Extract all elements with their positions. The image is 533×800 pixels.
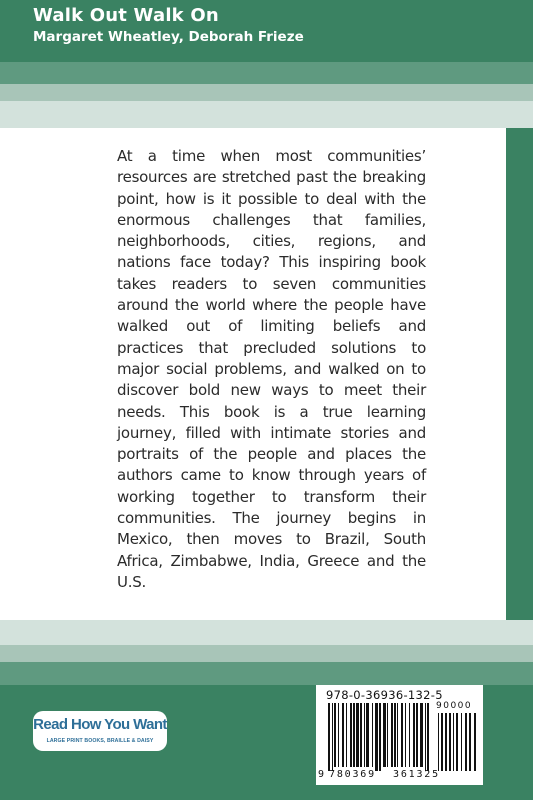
barcode-bar — [350, 703, 352, 767]
barcode-bar — [397, 703, 398, 767]
book-authors: Margaret Wheatley, Deborah Frieze — [33, 29, 304, 45]
stripe-bottom-1 — [0, 620, 533, 645]
barcode-bar — [342, 703, 344, 767]
barcode-bar — [391, 703, 393, 767]
barcode-bar — [364, 703, 365, 767]
publisher-logo-tagline: LARGE PRINT BOOKS, BRAILLE & DAISY — [46, 738, 154, 744]
barcode-addon-bar — [461, 713, 462, 771]
barcode-bar — [387, 703, 388, 767]
barcode-bar — [394, 703, 396, 767]
price-code: 90000 — [436, 701, 473, 711]
stripe-bottom-2 — [0, 645, 533, 662]
barcode-addon-bar — [474, 713, 476, 771]
barcode-bar — [379, 703, 381, 771]
barcode-bar — [334, 703, 336, 767]
barcode-addon-bar — [445, 713, 447, 771]
cover-header — [0, 0, 533, 62]
book-title: Walk Out Walk On — [33, 5, 219, 26]
isbn-text: 978-0-36936-132-5 — [326, 688, 443, 702]
barcode-bar — [332, 703, 333, 771]
barcode-bar — [375, 703, 378, 771]
barcode-addon-bar — [449, 713, 451, 771]
isbn-barcode — [316, 685, 483, 785]
barcode-bar — [427, 703, 429, 771]
barcode-bar — [420, 703, 423, 767]
barcode-digits-right: 361325 — [393, 769, 440, 780]
stripe-top-1 — [0, 62, 533, 84]
barcode-bar — [383, 703, 386, 767]
barcode-bar — [413, 703, 415, 767]
barcode-bar — [366, 703, 369, 767]
barcode-bar — [338, 703, 339, 767]
barcode-bar — [356, 703, 359, 767]
publisher-logo-name: Read How You Want — [33, 716, 167, 733]
barcode-bar — [409, 703, 410, 767]
barcode-addon-bar — [465, 713, 467, 771]
barcode-bar — [353, 703, 355, 767]
barcode-bar — [425, 703, 426, 771]
stripe-bottom-3 — [0, 662, 533, 685]
barcode-bar — [360, 703, 362, 767]
barcode-digit-first: 9 — [318, 769, 325, 780]
stripe-top-3 — [0, 101, 533, 128]
book-blurb: At a time when most communities’ resources are stretched past the breaking point, how is it possible to deal with the enormous challenges that families, neighborhoods, cities, regions, and nations face today? This inspiring book takes readers to seven communities around the world where the people have walked out of limiting beliefs and practices that precluded solutions to major social problems, and walked on to discover bold new ways to meet their needs. This book is a true learning journey, filled with intimate stories and portraits of the people and places the authors came to know through years of working together to transform their communities. The journey begins in Mexico, then moves to Brazil, South Africa, Zimbabwe, India, Greece and the U.S. — [117, 147, 426, 591]
barcode-bar — [346, 703, 347, 767]
barcode-digits-left: 780369 — [329, 769, 376, 780]
barcode-addon-bar — [438, 713, 439, 771]
publisher-logo — [33, 711, 167, 751]
stripe-top-2 — [0, 84, 533, 101]
barcode-bar — [405, 703, 406, 767]
barcode-bar — [328, 703, 330, 771]
barcode-addon-bar — [441, 713, 443, 771]
barcode-bar — [372, 703, 373, 767]
barcode-bar — [401, 703, 403, 767]
barcode-addon-bar — [456, 713, 458, 771]
barcode-addon-bar — [469, 713, 471, 771]
barcode-bar — [416, 703, 418, 767]
barcode-digits — [318, 769, 451, 780]
barcode-addon-bar — [453, 713, 454, 771]
